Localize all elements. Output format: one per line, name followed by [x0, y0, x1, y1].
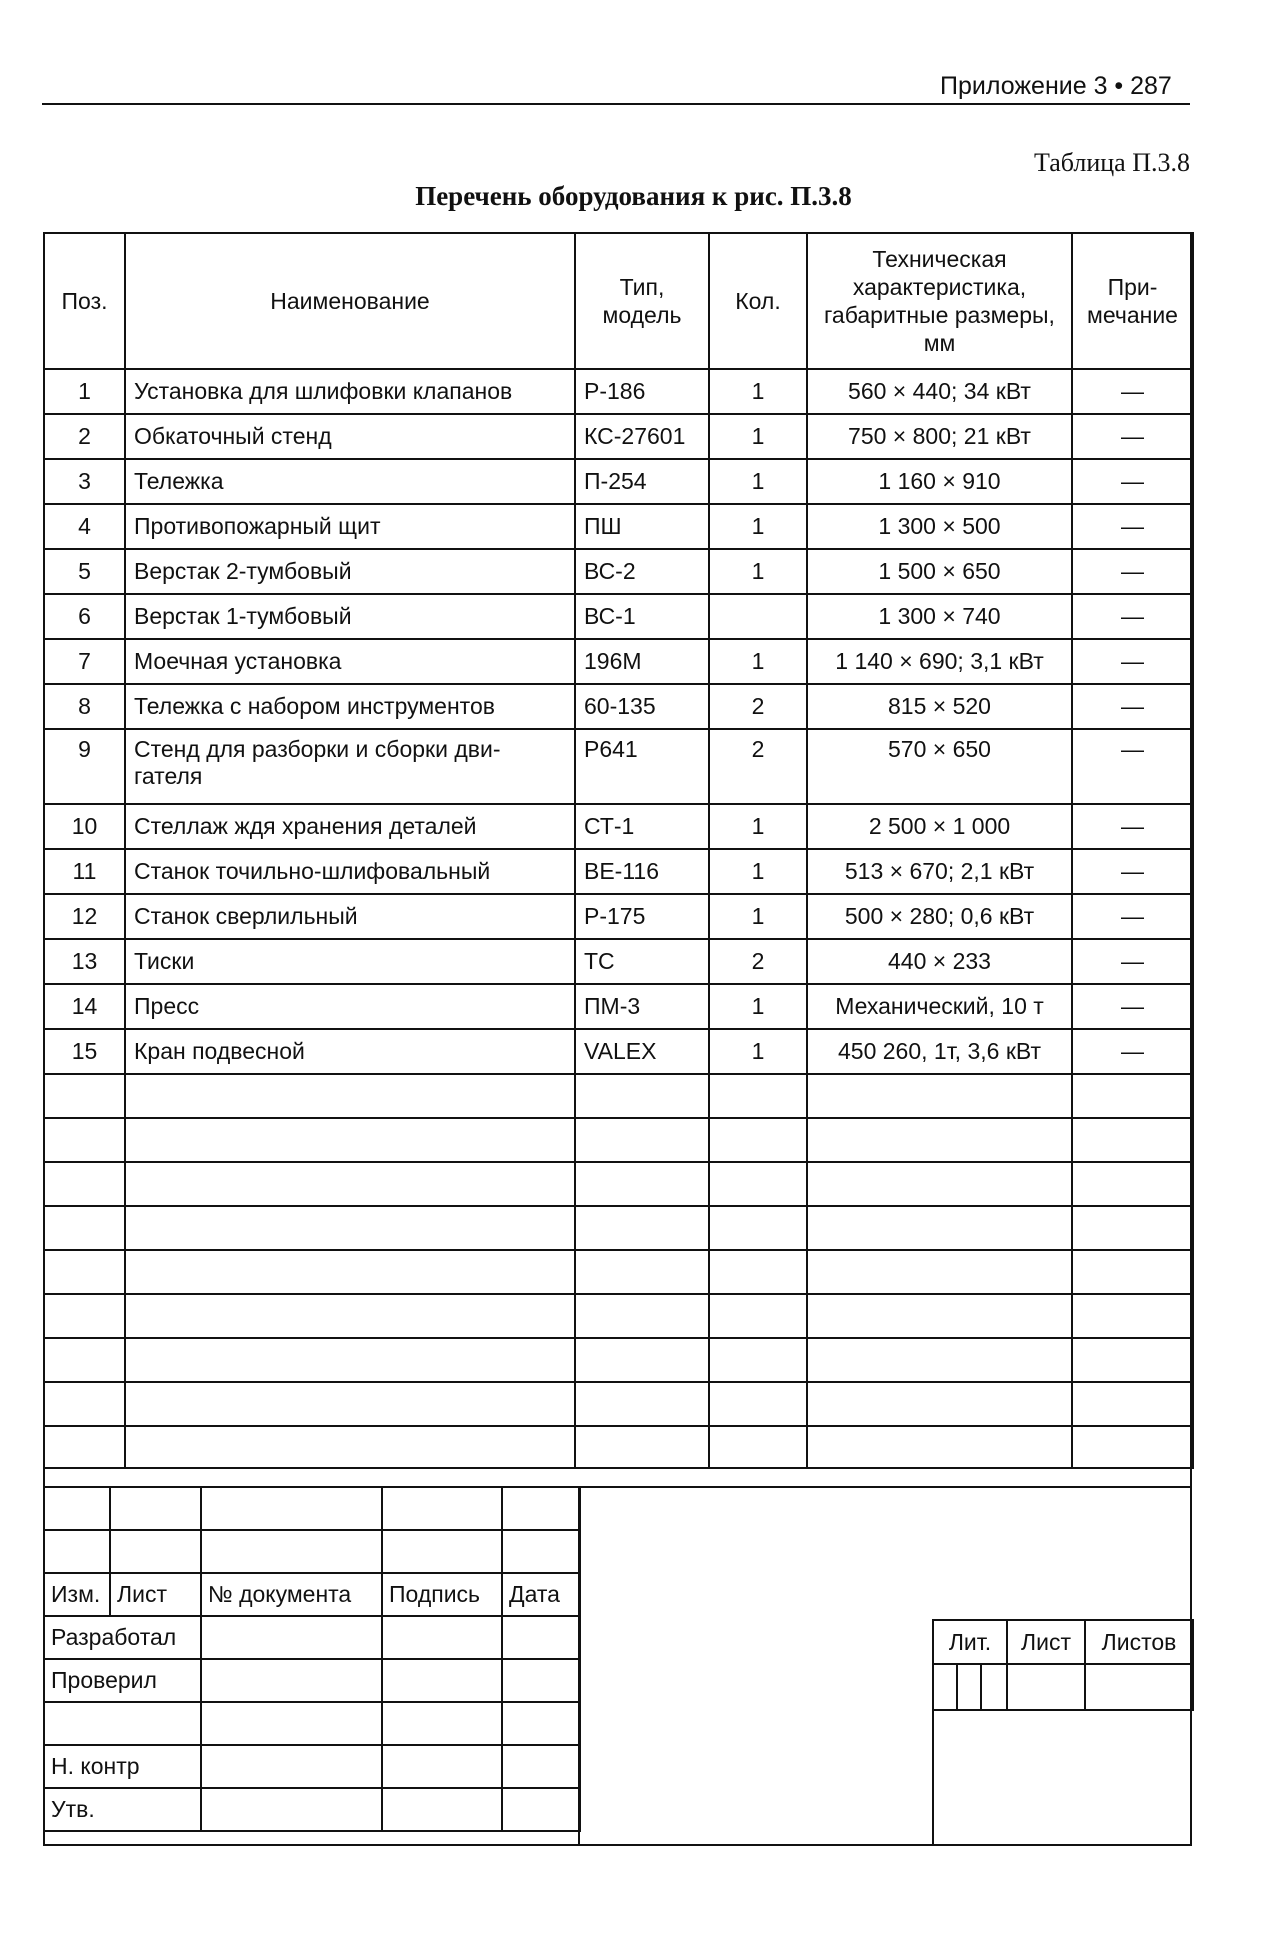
cell-type: Р-186	[575, 369, 709, 414]
empty-cell	[575, 1426, 709, 1468]
empty-cell	[575, 1118, 709, 1162]
empty-cell	[44, 1338, 125, 1382]
cell-spec: 1 140 × 690; 3,1 кВт	[807, 639, 1072, 684]
table-row	[44, 414, 1193, 459]
empty-cell	[44, 1426, 125, 1468]
stamp-cell	[44, 1702, 201, 1745]
empty-cell	[709, 1118, 807, 1162]
empty-cell	[709, 1426, 807, 1468]
table-row	[44, 804, 1193, 849]
empty-cell	[1072, 1426, 1193, 1468]
cell-pos: 7	[44, 639, 125, 684]
cell-pos: 4	[44, 504, 125, 549]
cell-spec: 1 500 × 650	[807, 549, 1072, 594]
cell-qty	[709, 594, 807, 639]
stamp-cell	[502, 1788, 580, 1831]
empty-cell	[125, 1162, 575, 1206]
table-row	[44, 939, 1193, 984]
stamp-cell	[502, 1530, 580, 1573]
empty-cell	[807, 1162, 1072, 1206]
stamp-sheets: Листов	[1085, 1620, 1193, 1664]
stamp-cell	[201, 1530, 382, 1573]
cell-pos: 5	[44, 549, 125, 594]
empty-cell	[709, 1206, 807, 1250]
stamp-cell	[382, 1702, 502, 1745]
cell-spec: 1 300 × 500	[807, 504, 1072, 549]
cell-qty: 1	[709, 459, 807, 504]
cell-name: Моечная установка	[125, 639, 575, 684]
cell-pos: 11	[44, 849, 125, 894]
cell-spec: 1 300 × 740	[807, 594, 1072, 639]
cell-note: —	[1072, 459, 1193, 504]
stamp-signature: Подпись	[382, 1573, 502, 1616]
cell-type: VALEX	[575, 1029, 709, 1074]
stamp-cell	[201, 1659, 382, 1702]
empty-cell	[44, 1162, 125, 1206]
empty-cell	[709, 1162, 807, 1206]
stamp-cell	[502, 1745, 580, 1788]
empty-cell	[125, 1294, 575, 1338]
empty-cell	[709, 1250, 807, 1294]
stamp-lit: Лит.	[933, 1620, 1007, 1664]
stamp-cell	[201, 1745, 382, 1788]
empty-cell	[575, 1162, 709, 1206]
stamp-cell	[201, 1788, 382, 1831]
cell-qty: 1	[709, 984, 807, 1029]
stamp-cell	[110, 1487, 201, 1530]
empty-row	[44, 1338, 1193, 1382]
header-rule	[42, 103, 1190, 105]
table-row	[44, 549, 1193, 594]
cell-spec: 440 × 233	[807, 939, 1072, 984]
empty-cell	[1072, 1074, 1193, 1118]
empty-row	[44, 1074, 1193, 1118]
empty-cell	[44, 1294, 125, 1338]
cell-type: ПМ-3	[575, 984, 709, 1029]
table-row	[44, 594, 1193, 639]
table-row	[44, 984, 1193, 1029]
empty-cell	[44, 1250, 125, 1294]
title-block-lit	[932, 1619, 1194, 1711]
table-title: Перечень оборудования к рис. П.3.8	[415, 181, 852, 211]
empty-cell	[807, 1294, 1072, 1338]
empty-cell	[1072, 1294, 1193, 1338]
col-header-pos: Поз.	[44, 233, 125, 369]
equipment-table	[43, 232, 1194, 1469]
stamp-list: Лист	[110, 1573, 201, 1616]
cell-name: Стенд для разборки и сборки дви-гателя	[125, 729, 575, 804]
cell-note: —	[1072, 414, 1193, 459]
empty-cell	[44, 1382, 125, 1426]
table-row	[44, 729, 1193, 804]
cell-type: СТ-1	[575, 804, 709, 849]
cell-spec: 570 × 650	[807, 729, 1072, 804]
stamp-cell	[382, 1530, 502, 1573]
cell-spec: 1 160 × 910	[807, 459, 1072, 504]
cell-note: —	[1072, 729, 1193, 804]
cell-type: 60-135	[575, 684, 709, 729]
empty-cell	[44, 1118, 125, 1162]
cell-type: 196М	[575, 639, 709, 684]
stamp-cell	[1007, 1664, 1085, 1710]
cell-qty: 2	[709, 684, 807, 729]
stamp-cell	[201, 1702, 382, 1745]
cell-pos: 14	[44, 984, 125, 1029]
table-row	[44, 684, 1193, 729]
cell-name: Кран подвесной	[125, 1029, 575, 1074]
empty-cell	[575, 1206, 709, 1250]
stamp-cell	[44, 1530, 110, 1573]
col-header-name: Наименование	[125, 233, 575, 369]
empty-cell	[125, 1118, 575, 1162]
empty-cell	[575, 1074, 709, 1118]
col-header-note: При-мечание	[1072, 233, 1193, 369]
cell-note: —	[1072, 894, 1193, 939]
cell-name: Противопожарный щит	[125, 504, 575, 549]
cell-note: —	[1072, 369, 1193, 414]
stamp-izm: Изм.	[44, 1573, 110, 1616]
cell-type: ПШ	[575, 504, 709, 549]
empty-cell	[575, 1338, 709, 1382]
cell-qty: 1	[709, 504, 807, 549]
cell-pos: 1	[44, 369, 125, 414]
cell-pos: 13	[44, 939, 125, 984]
cell-name: Верстак 1-тумбовый	[125, 594, 575, 639]
cell-pos: 9	[44, 729, 125, 804]
empty-cell	[807, 1074, 1072, 1118]
empty-cell	[125, 1338, 575, 1382]
col-header-type: Тип, модель	[575, 233, 709, 369]
empty-cell	[575, 1382, 709, 1426]
stamp-n-control: Н. контр	[44, 1745, 201, 1788]
cell-type: ТС	[575, 939, 709, 984]
stamp-cell	[502, 1659, 580, 1702]
empty-cell	[709, 1338, 807, 1382]
empty-cell	[807, 1382, 1072, 1426]
cell-name: Обкаточный стенд	[125, 414, 575, 459]
cell-type: КС-27601	[575, 414, 709, 459]
empty-cell	[807, 1426, 1072, 1468]
cell-name: Тиски	[125, 939, 575, 984]
cell-name: Верстак 2-тумбовый	[125, 549, 575, 594]
table-row	[44, 459, 1193, 504]
cell-name: Станок сверлильный	[125, 894, 575, 939]
stamp-cell	[502, 1702, 580, 1745]
table-row	[44, 369, 1193, 414]
cell-spec: 450 260, 1т, 3,6 кВт	[807, 1029, 1072, 1074]
cell-note: —	[1072, 849, 1193, 894]
cell-qty: 2	[709, 729, 807, 804]
cell-name: Станок точильно-шлифовальный	[125, 849, 575, 894]
stamp-cell	[382, 1616, 502, 1659]
empty-row	[44, 1162, 1193, 1206]
cell-qty: 1	[709, 894, 807, 939]
cell-spec: 750 × 800; 21 кВт	[807, 414, 1072, 459]
stamp-cell	[1085, 1664, 1193, 1710]
cell-qty: 1	[709, 639, 807, 684]
empty-row	[44, 1250, 1193, 1294]
table-number: Таблица П.3.8	[1034, 148, 1190, 177]
cell-name: Стеллаж ждя хранения деталей	[125, 804, 575, 849]
empty-cell	[125, 1426, 575, 1468]
cell-spec: Механический, 10 т	[807, 984, 1072, 1029]
cell-name: Тележка с набором инструментов	[125, 684, 575, 729]
stamp-checked: Проверил	[44, 1659, 201, 1702]
cell-note: —	[1072, 804, 1193, 849]
cell-type: Р-175	[575, 894, 709, 939]
cell-pos: 8	[44, 684, 125, 729]
stamp-cell	[382, 1487, 502, 1530]
cell-type: ВЕ-116	[575, 849, 709, 894]
cell-qty: 1	[709, 849, 807, 894]
empty-cell	[1072, 1162, 1193, 1206]
empty-row	[44, 1426, 1193, 1468]
stamp-cell	[957, 1664, 981, 1710]
cell-note: —	[1072, 594, 1193, 639]
cell-spec: 513 × 670; 2,1 кВт	[807, 849, 1072, 894]
cell-name: Установка для шлифовки клапанов	[125, 369, 575, 414]
stamp-cell	[382, 1745, 502, 1788]
page-header: Приложение 3 • 287	[940, 72, 1172, 100]
cell-name: Тележка	[125, 459, 575, 504]
cell-note: —	[1072, 639, 1193, 684]
cell-note: —	[1072, 984, 1193, 1029]
empty-cell	[807, 1338, 1072, 1382]
cell-spec: 815 × 520	[807, 684, 1072, 729]
cell-type: Р641	[575, 729, 709, 804]
empty-cell	[1072, 1250, 1193, 1294]
cell-pos: 2	[44, 414, 125, 459]
cell-qty: 1	[709, 804, 807, 849]
cell-pos: 3	[44, 459, 125, 504]
empty-cell	[1072, 1118, 1193, 1162]
cell-name: Пресс	[125, 984, 575, 1029]
empty-row	[44, 1382, 1193, 1426]
empty-cell	[575, 1294, 709, 1338]
cell-note: —	[1072, 1029, 1193, 1074]
stamp-developed: Разработал	[44, 1616, 201, 1659]
stamp-date: Дата	[502, 1573, 580, 1616]
stamp-doc-no: № документа	[201, 1573, 382, 1616]
header-row	[44, 233, 1193, 369]
stamp-cell	[382, 1788, 502, 1831]
cell-type: ВС-2	[575, 549, 709, 594]
cell-pos: 10	[44, 804, 125, 849]
empty-cell	[1072, 1382, 1193, 1426]
cell-note: —	[1072, 684, 1193, 729]
stamp-cell	[502, 1487, 580, 1530]
table-row	[44, 849, 1193, 894]
stamp-sheet: Лист	[1007, 1620, 1085, 1664]
empty-cell	[807, 1250, 1072, 1294]
empty-cell	[125, 1382, 575, 1426]
stamp-approved: Утв.	[44, 1788, 201, 1831]
empty-cell	[1072, 1206, 1193, 1250]
stamp-cell	[44, 1487, 110, 1530]
empty-cell	[709, 1294, 807, 1338]
title-block-left	[43, 1486, 581, 1832]
empty-cell	[44, 1074, 125, 1118]
cell-qty: 1	[709, 369, 807, 414]
cell-spec: 2 500 × 1 000	[807, 804, 1072, 849]
cell-note: —	[1072, 504, 1193, 549]
empty-row	[44, 1294, 1193, 1338]
cell-spec: 500 × 280; 0,6 кВт	[807, 894, 1072, 939]
col-header-qty: Кол.	[709, 233, 807, 369]
empty-cell	[807, 1206, 1072, 1250]
cell-pos: 12	[44, 894, 125, 939]
empty-row	[44, 1118, 1193, 1162]
table-row	[44, 504, 1193, 549]
stamp-cell	[502, 1616, 580, 1659]
table-row	[44, 639, 1193, 684]
cell-qty: 1	[709, 414, 807, 459]
empty-cell	[709, 1382, 807, 1426]
stamp-cell	[110, 1530, 201, 1573]
col-header-spec: Техническая характеристика, габаритные размеры, мм	[807, 233, 1072, 369]
stamp-cell	[382, 1659, 502, 1702]
empty-row	[44, 1206, 1193, 1250]
cell-qty: 1	[709, 549, 807, 594]
empty-cell	[807, 1118, 1072, 1162]
stamp-cell	[201, 1616, 382, 1659]
stamp-cell	[201, 1487, 382, 1530]
empty-cell	[575, 1250, 709, 1294]
cell-type: ВС-1	[575, 594, 709, 639]
cell-qty: 2	[709, 939, 807, 984]
empty-cell	[125, 1206, 575, 1250]
stamp-cell	[981, 1664, 1007, 1710]
empty-cell	[44, 1206, 125, 1250]
cell-qty: 1	[709, 1029, 807, 1074]
stamp-cell	[933, 1664, 957, 1710]
cell-note: —	[1072, 939, 1193, 984]
empty-cell	[125, 1250, 575, 1294]
cell-spec: 560 × 440; 34 кВт	[807, 369, 1072, 414]
empty-cell	[1072, 1338, 1193, 1382]
empty-cell	[709, 1074, 807, 1118]
empty-cell	[125, 1074, 575, 1118]
cell-note: —	[1072, 549, 1193, 594]
cell-type: П-254	[575, 459, 709, 504]
cell-pos: 15	[44, 1029, 125, 1074]
table-row	[44, 1029, 1193, 1074]
cell-pos: 6	[44, 594, 125, 639]
table-row	[44, 894, 1193, 939]
